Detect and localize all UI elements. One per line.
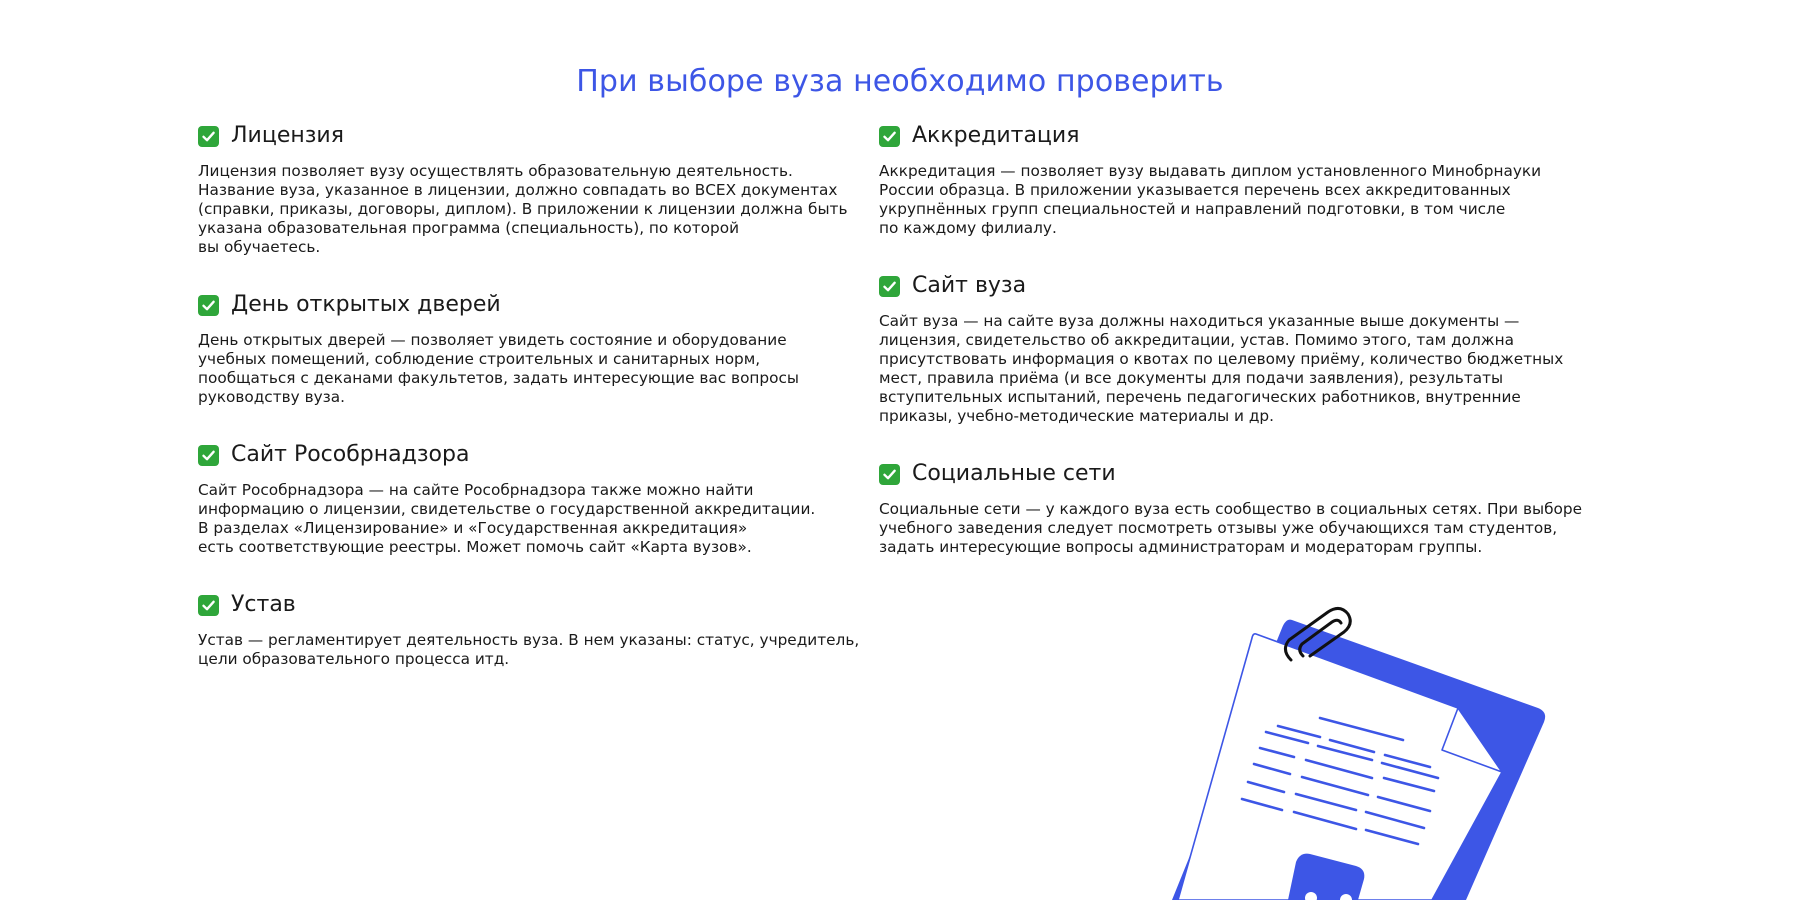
section-charter	[198, 591, 888, 669]
section-header	[879, 460, 1599, 488]
section-title: Лицензия	[231, 123, 344, 148]
section-title: Сайт Рособрнадзора	[231, 442, 470, 467]
section-body: Сайт вуза — на сайте вуза должны находиться указанные выше документы — лицензия, свидетельство об аккредитации, устав. Помимо этого, там должна присутствовать информация о квотах по целевому приёму, количество бюджетных мест, правила приёма (и все документы для подачи заявления), результаты вступительных испытаний, перечень педагогических работников, внутренние приказы, учебно-методические материалы и др.	[879, 312, 1564, 425]
section-header	[198, 291, 888, 319]
check-mark-icon	[198, 295, 219, 316]
section-license	[198, 122, 888, 257]
section-title: День открытых дверей	[231, 292, 501, 317]
section-body: День открытых дверей — позволяет увидеть состояние и оборудование учебных помещений, соблюдение строительных и санитарных норм, пообщаться с деканами факультетов, задать интересующие вас вопросы руководству вуза.	[198, 331, 799, 406]
section-body: Социальные сети — у каждого вуза есть сообщество в социальных сетях. При выборе учебного заведения следует посмотреть отзывы уже обучающихся там студентов, задать интересующие вопросы администраторам и модераторам группы.	[879, 500, 1582, 556]
section-title: Аккредитация	[912, 123, 1080, 148]
section-title: Устав	[231, 592, 296, 617]
section-header	[198, 122, 888, 150]
page-title: При выборе вуза необходимо проверить	[576, 64, 1224, 99]
section-title: Сайт вуза	[912, 273, 1027, 298]
section-header	[198, 441, 888, 469]
section-body: Устав — регламентирует деятельность вуза. В нем указаны: статус, учредитель, цели образовательного процесса итд.	[198, 631, 860, 668]
section-rosobrnadzor-site	[198, 441, 888, 557]
section-accreditation	[879, 122, 1599, 238]
check-mark-icon	[879, 126, 900, 147]
section-header	[879, 272, 1599, 300]
section-social-networks	[879, 460, 1599, 557]
section-body: Лицензия позволяет вузу осуществлять образовательную деятельность. Название вуза, указанное в лицензии, должно совпадать во ВСЕХ документах (справки, приказы, договоры, диплом). В приложении к лицензии должна быть указана образовательная программа (специальность), по которой вы обучаетесь.	[198, 162, 848, 256]
check-mark-icon	[198, 595, 219, 616]
section-body: Аккредитация — позволяет вузу выдавать диплом установленного Минобрнауки России образца. В приложении указывается перечень всех аккредитованных укрупнённых групп специальностей и направлений подготовки, в том числе по каждому филиалу.	[879, 162, 1542, 237]
section-open-day	[198, 291, 888, 407]
check-mark-icon	[879, 464, 900, 485]
section-body: Сайт Рособрнадзора — на сайте Рособрнадзора также можно найти информацию о лицензии, свидетельстве о государственной аккредитации. В разделах «Лицензирование» и «Государственная аккредитация» есть соответствующие реестры. Может помочь сайт «Карта вузов».	[198, 481, 816, 556]
check-mark-icon	[879, 276, 900, 297]
check-mark-icon	[198, 445, 219, 466]
section-header	[198, 591, 888, 619]
section-title: Социальные сети	[912, 461, 1116, 486]
section-header	[879, 122, 1599, 150]
check-mark-icon	[198, 126, 219, 147]
section-university-site	[879, 272, 1599, 426]
document-illustration	[1160, 600, 1580, 900]
